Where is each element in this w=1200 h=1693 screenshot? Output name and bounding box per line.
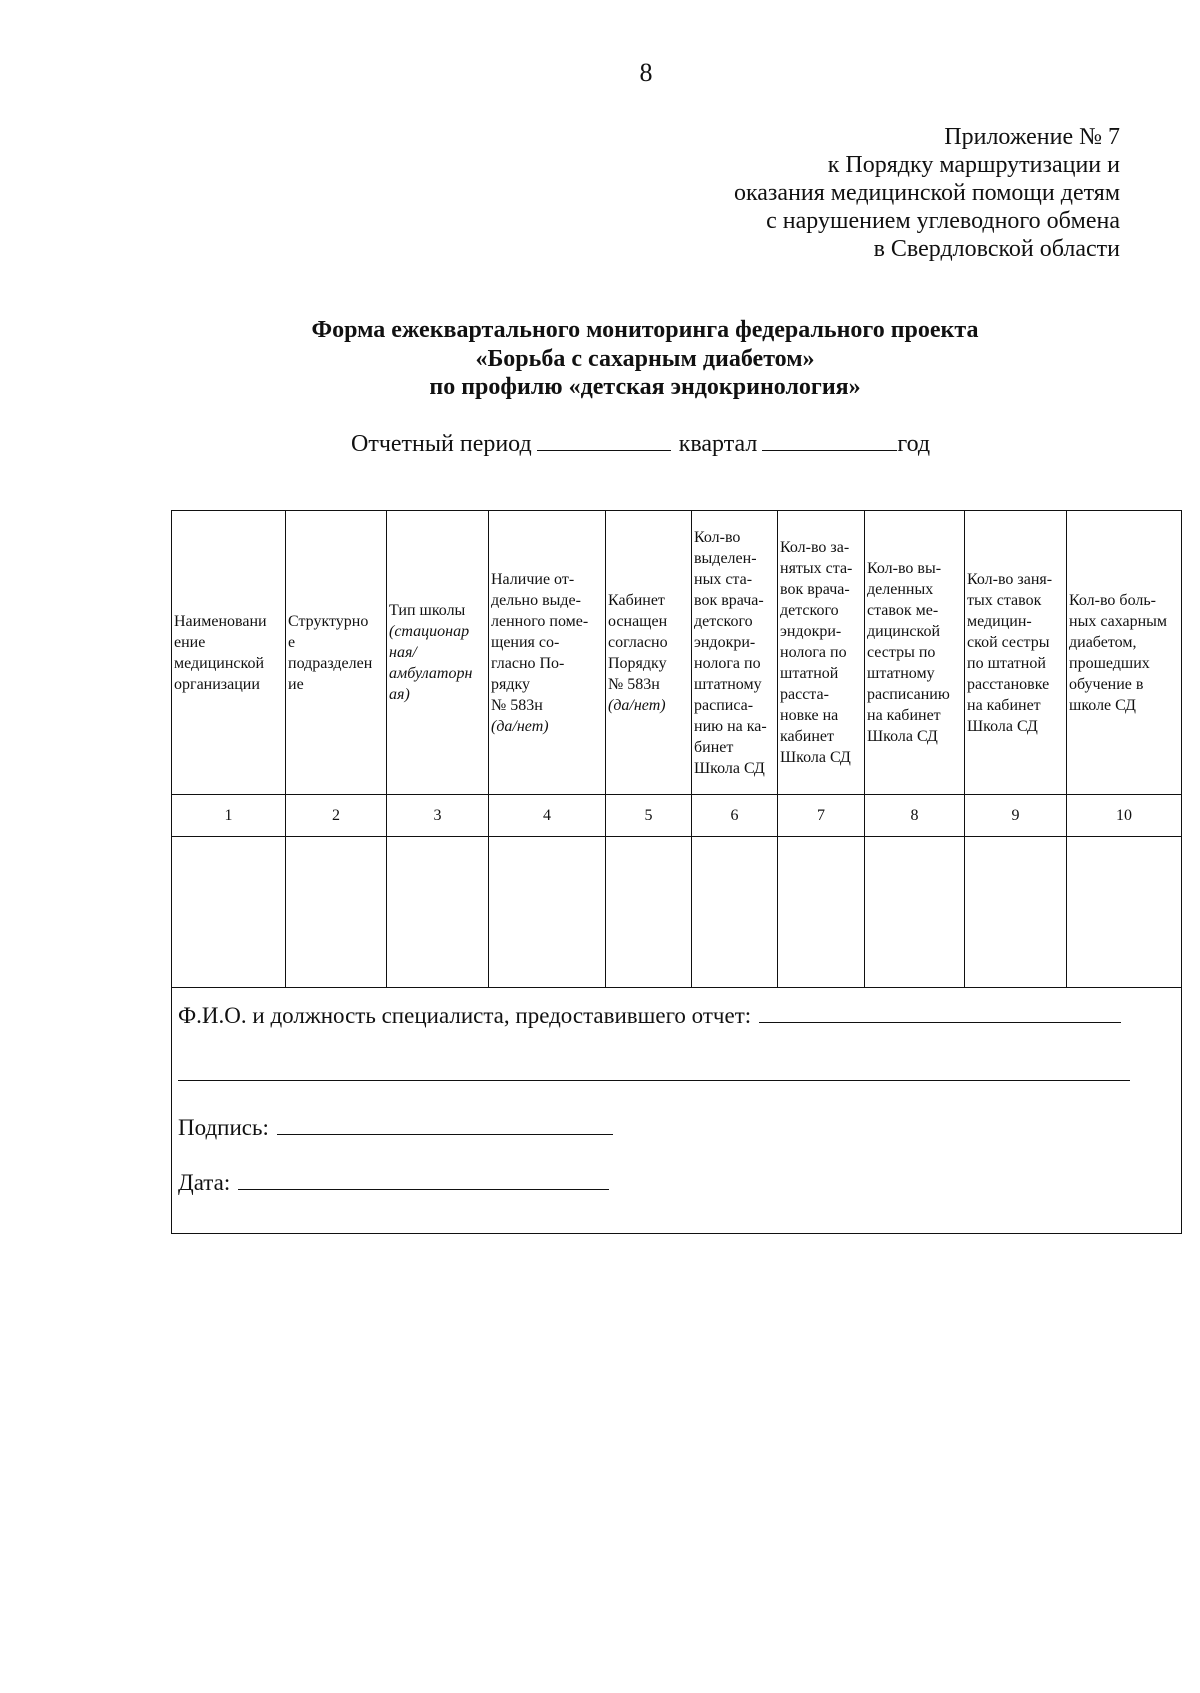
column-header-options: (стационар ная/ амбулаторн ая) [389, 623, 473, 703]
column-header-10 [1067, 511, 1182, 795]
data-cell [387, 837, 489, 988]
column-number: 3 [387, 795, 489, 837]
column-header-text: Структурно е подразделен ие [288, 612, 373, 693]
column-number: 2 [286, 795, 387, 837]
column-header-text: Тип школы [389, 602, 466, 619]
footer-cell [172, 988, 1182, 1234]
date-row [178, 1169, 609, 1197]
title-line: по профилю «детская эндокринология» [429, 374, 861, 400]
appendix-line: оказания медицинской помощи детям [733, 180, 1120, 206]
data-cell [286, 837, 387, 988]
data-cell [965, 837, 1067, 988]
footer-row [172, 988, 1182, 1234]
column-header-9 [965, 511, 1067, 795]
page-number: 8 [639, 58, 653, 87]
form-title [245, 316, 1045, 402]
column-header-text: Наименовани ение медицинской организации [174, 612, 267, 693]
column-header-text: Кабинет оснащен согласно Порядку № 583н [608, 591, 668, 693]
quarter-label: квартал [678, 431, 758, 457]
column-header-text: Кол-во выделен- ных ста- вок врача- детского эндокри- нолога по штатному расписа- нию на ка- бинет Школа СД [694, 528, 767, 777]
data-cell [489, 837, 606, 988]
title-line: «Борьба с сахарным диабетом» [475, 345, 815, 372]
fio-label: Ф.И.О. и должность специалиста, предоставившего отчет: [178, 1003, 752, 1028]
column-number-row [172, 795, 1182, 837]
signature-row [178, 1114, 613, 1142]
appendix-line: к Порядку маршрутизации и [827, 152, 1120, 178]
column-number: 9 [965, 795, 1067, 837]
date-blank-line [238, 1171, 609, 1190]
column-header-text: Кол-во боль- ных сахарным диабетом, прошедших обучение в школе СД [1069, 591, 1168, 714]
reporting-period [351, 430, 930, 458]
fio-row [178, 1002, 1121, 1030]
column-header-5 [606, 511, 692, 795]
column-number: 5 [606, 795, 692, 837]
column-header-options: (да/нет) [608, 696, 666, 714]
data-cell [1067, 837, 1182, 988]
data-cell [692, 837, 778, 988]
appendix-line: в Свердловской области [873, 236, 1120, 262]
appendix-line: с нарушением углеводного обмена [766, 208, 1120, 234]
year-label: год [897, 431, 931, 457]
appendix-block [734, 123, 1120, 263]
column-number: 10 [1067, 795, 1182, 837]
title-line: Форма ежеквартального мониторинга федерального проекта [311, 317, 979, 343]
year-blank-line [762, 450, 897, 451]
column-header-8 [865, 511, 965, 795]
column-number: 8 [865, 795, 965, 837]
data-cell [778, 837, 865, 988]
quarter-blank-line [537, 450, 671, 451]
column-header-1 [172, 511, 286, 795]
column-number: 6 [692, 795, 778, 837]
data-row [172, 837, 1182, 988]
column-header-7 [778, 511, 865, 795]
data-cell [172, 837, 286, 988]
footer-box [172, 988, 1181, 1233]
column-header-3 [387, 511, 489, 795]
column-header-text: Наличие от- дельно выде- ленного поме- щения со- гласно По- рядку № 583н [491, 570, 589, 714]
date-label: Дата: [178, 1170, 231, 1195]
data-cell [606, 837, 692, 988]
column-header-options: (да/нет) [491, 717, 549, 735]
signature-label: Подпись: [178, 1115, 269, 1140]
appendix-line: Приложение № 7 [944, 124, 1120, 150]
monitoring-table [171, 510, 1182, 1234]
data-cell [865, 837, 965, 988]
fio-blank-line [759, 1004, 1121, 1023]
column-header-text: Кол-во вы- деленных ставок ме- дицинской сестры по штатному расписанию на кабинет Школа СД [867, 560, 950, 745]
signature-blank-line [277, 1116, 613, 1135]
column-header-text: Кол-во за- нятых ста- вок врача- детского эндокри- нолога по штатной расста- новке на кабинет Школа СД [780, 539, 853, 766]
period-label: Отчетный период [351, 431, 532, 457]
header-row [172, 511, 1182, 795]
column-header-4 [489, 511, 606, 795]
column-number: 4 [489, 795, 606, 837]
column-number: 1 [172, 795, 286, 837]
column-header-2 [286, 511, 387, 795]
column-number: 7 [778, 795, 865, 837]
column-header-text: Кол-во заня- тых ставок медицин- ской сестры по штатной расстановке на кабинет Школа СД [967, 570, 1053, 735]
fio-second-blank-line [178, 1080, 1130, 1081]
column-header-6 [692, 511, 778, 795]
